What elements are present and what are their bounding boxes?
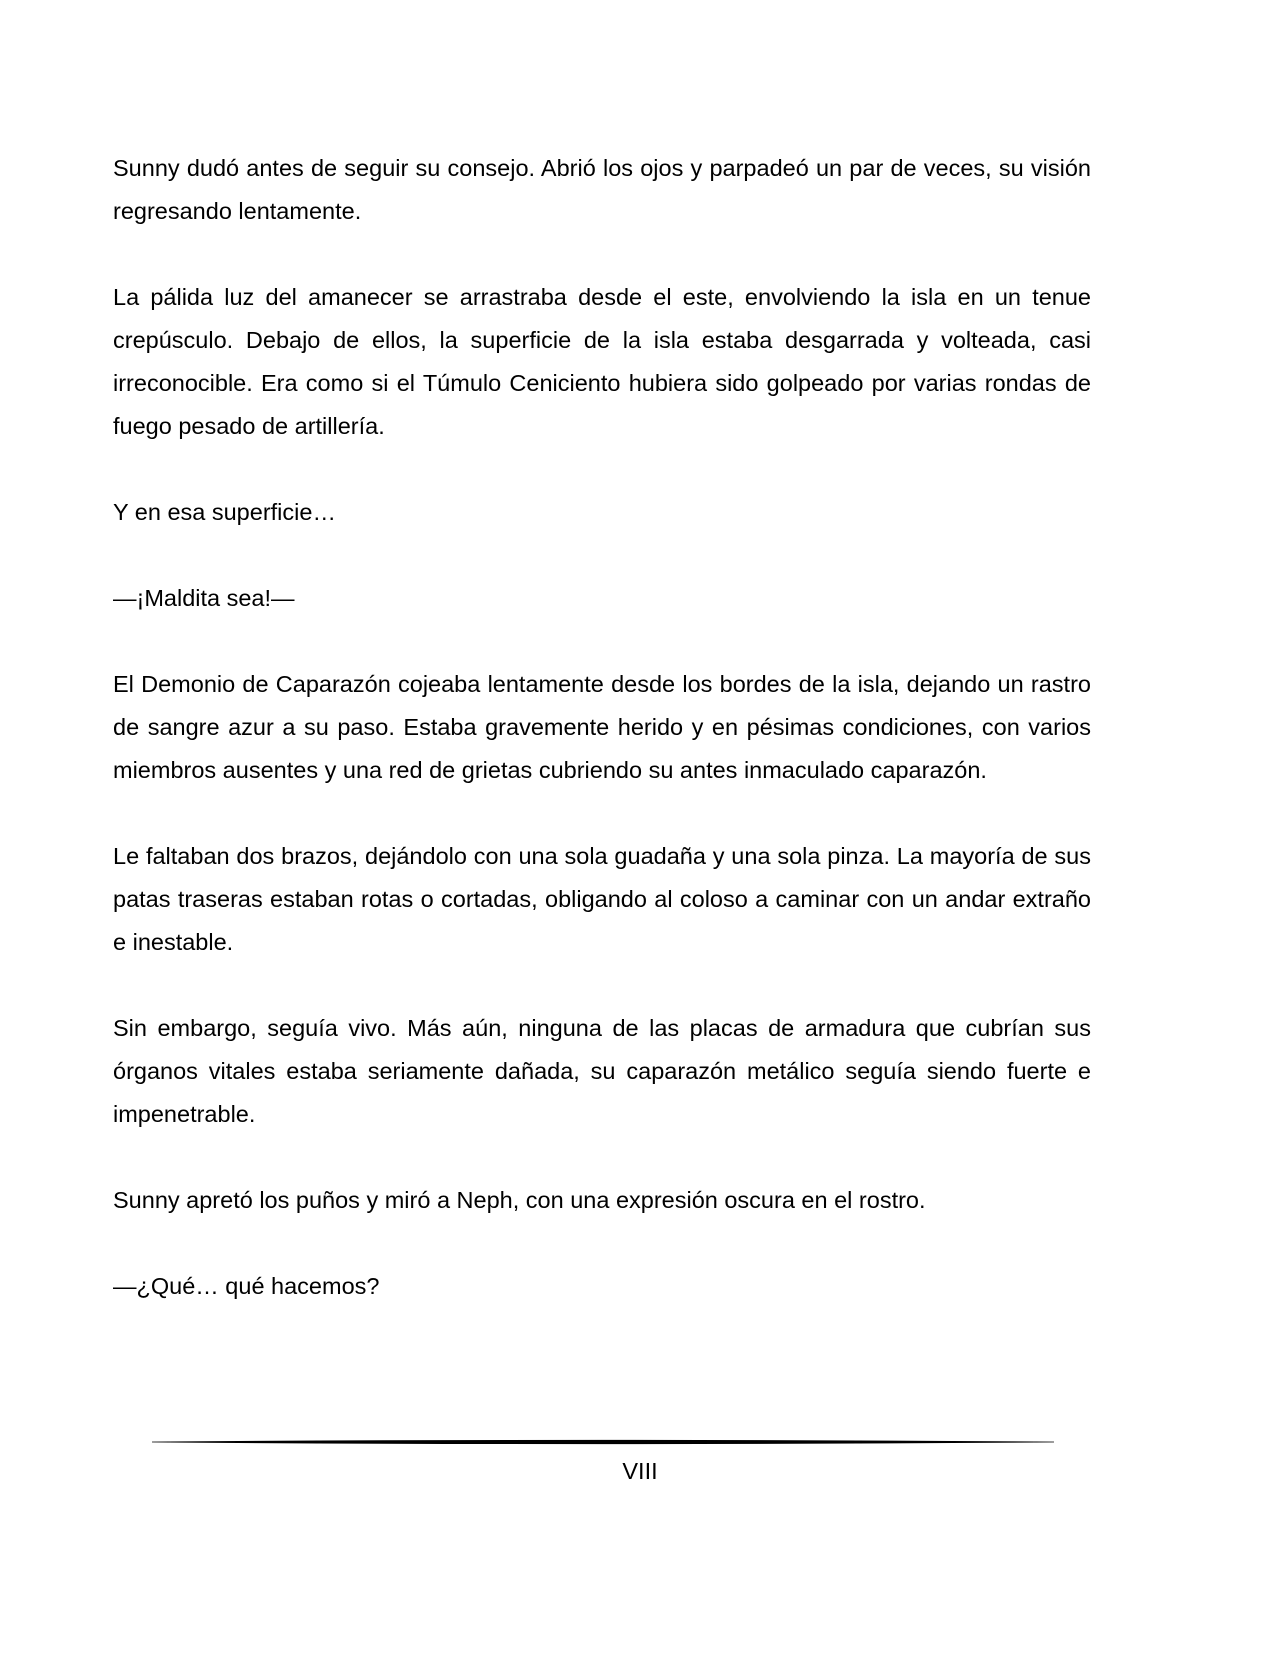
paragraph-6: Le faltaban dos brazos, dejándolo con una sola guadaña y una sola pinza. La mayoría de sus patas traseras estaban rotas o cortadas, obligando al coloso a caminar con un andar extraño e inestable. <box>113 843 1091 955</box>
paragraph-2: La pálida luz del amanecer se arrastraba desde el este, envolviendo la isla en un tenue crepúsculo. Debajo de ellos, la superficie de la isla estaba desgarrada y volteada, casi irreconocible. Era como si el Túmulo Ceniciento hubiera sido golpeado por varias rondas de fuego pesado de artillería. <box>113 284 1091 439</box>
paragraph-3: Y en esa superficie… <box>113 499 336 525</box>
paragraph-4: —¡Maldita sea!— <box>113 585 295 611</box>
paragraph-7: Sin embargo, seguía vivo. Más aún, ninguna de las placas de armadura que cubrían sus órganos vitales estaba seriamente dañada, su caparazón metálico seguía siendo fuerte e impenetrable. <box>113 1015 1091 1127</box>
paragraph-8: Sunny apretó los puños y miró a Neph, con una expresión oscura en el rostro. <box>113 1187 926 1213</box>
body-text <box>113 147 1091 1351</box>
paragraph-9: —¿Qué… qué hacemos? <box>113 1273 380 1299</box>
paragraph-1: Sunny dudó antes de seguir su consejo. Abrió los ojos y parpadeó un par de veces, su visión regresando lentamente. <box>113 155 1091 224</box>
page-number: VIII <box>622 1458 658 1484</box>
paragraph-5: El Demonio de Caparazón cojeaba lentamente desde los bordes de la isla, dejando un rastro de sangre azur a su paso. Estaba gravemente herido y en pésimas condiciones, con varios miembros ausentes y una red de grietas cubriendo su antes inmaculado caparazón. <box>113 671 1091 783</box>
footer-divider <box>152 1435 1054 1449</box>
